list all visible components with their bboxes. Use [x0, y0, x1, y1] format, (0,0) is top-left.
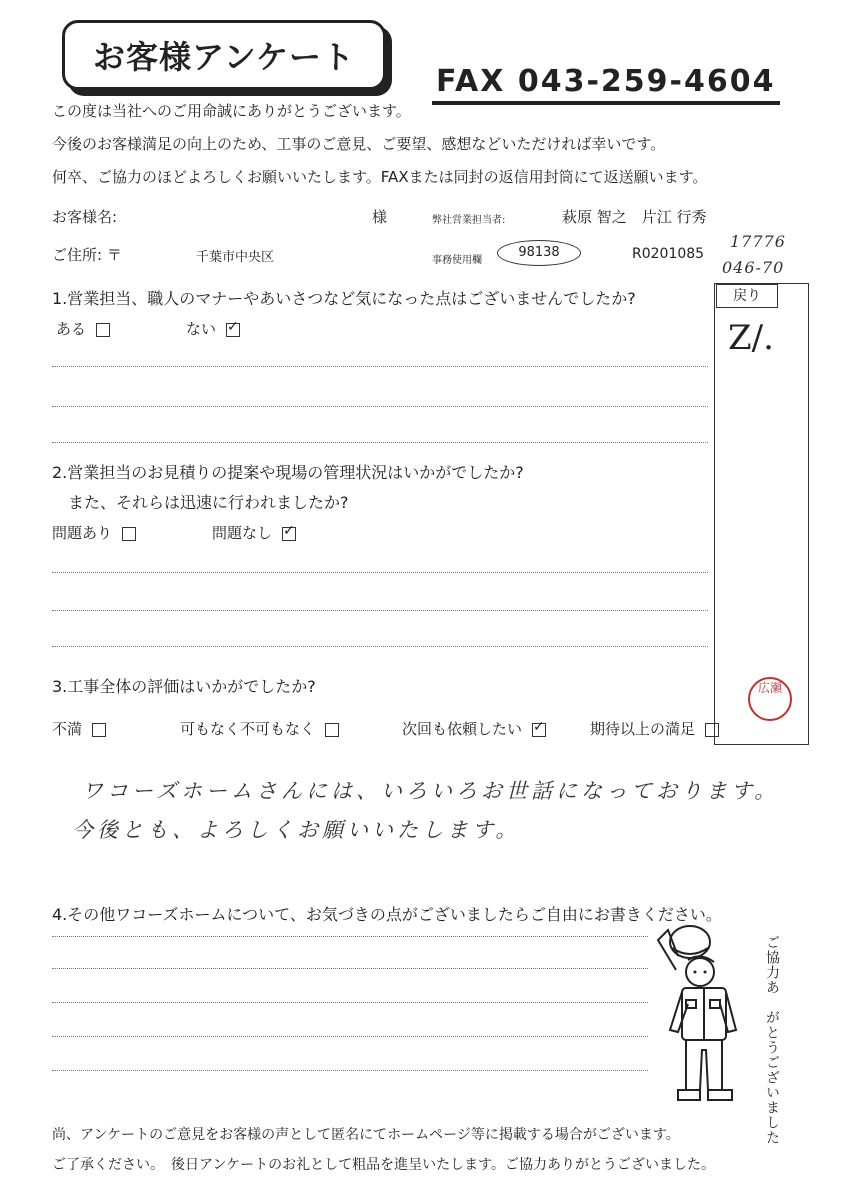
- q2-option-issue-label: 問題あり: [52, 524, 113, 542]
- q3-checkbox-3[interactable]: [532, 723, 546, 737]
- address-label: ご住所: 〒: [52, 246, 122, 264]
- customer-name-label: お客様名:: [52, 208, 118, 226]
- q1-answer-line-3: [52, 442, 708, 443]
- question-4: 4.その他ワコーズホームについて、お気づきの点がございましたらご自由にお書きください。: [52, 905, 722, 924]
- q1-answer-line-2: [52, 406, 708, 407]
- q2-answer-line-1: [52, 572, 708, 573]
- comment-line-2: 今後とも、よろしくお願いいたします。: [72, 818, 521, 842]
- handwritten-number-1: 17776: [730, 232, 786, 251]
- q1-option-no: [186, 318, 240, 339]
- office-use-label: 事務使用欄: [432, 255, 482, 266]
- record-number: R0201085: [632, 246, 705, 262]
- question-2-line-1: 2.営業担当のお見積りの提案や現場の管理状況はいかがでしたか?: [52, 463, 524, 482]
- comment-line-1: ワコーズホームさんには、いろいろお世話になっております。: [82, 779, 780, 803]
- q1-option-yes-label: ある: [56, 320, 87, 338]
- q2-option-no-issue: [212, 522, 296, 543]
- intro-line-1: この度は当社へのご用命誠にありがとうございます。: [52, 102, 411, 120]
- q1-answer-line-1: [52, 366, 708, 367]
- staff-names: 萩原 智之 片江 行秀: [562, 208, 707, 226]
- side-box-mark: Z/.: [728, 318, 774, 358]
- title-box: [62, 20, 386, 90]
- q1-checkbox-no[interactable]: [226, 323, 240, 337]
- q3-checkbox-4[interactable]: [705, 723, 719, 737]
- q3-option-4: [590, 718, 719, 739]
- form-title: お客様アンケート: [92, 38, 356, 76]
- q4-answer-line-1: [52, 936, 648, 937]
- q3-option-1-label: 不満: [52, 720, 83, 738]
- question-1: 1.営業担当、職人のマナーやあいさつなど気になった点はございませんでしたか?: [52, 289, 636, 308]
- q4-answer-line-4: [52, 1036, 648, 1037]
- q3-option-2-label: 可もなく不可もなく: [180, 720, 316, 738]
- q3-option-3-label: 次回も依頼したい: [402, 720, 523, 738]
- question-2-line-2: また、それらは迅速に行われましたか?: [68, 493, 349, 512]
- q4-answer-line-3: [52, 1002, 648, 1003]
- q2-answer-line-2: [52, 610, 708, 611]
- q2-option-no-issue-label: 問題なし: [212, 524, 273, 542]
- q3-option-3: [402, 718, 546, 739]
- side-box-header: 戻り: [716, 284, 778, 308]
- intro-line-3: 何卒、ご協力のほどよろしくお願いいたします。FAXまたは同封の返信用封筒にて返送願います。: [52, 168, 708, 186]
- q3-option-1: [52, 718, 106, 739]
- q3-option-4-label: 期待以上の満足: [590, 720, 696, 738]
- office-number: 98138: [497, 240, 581, 266]
- address-value: 千葉市中央区: [196, 250, 275, 265]
- bowing-worker-illustration: [648, 920, 748, 1110]
- question-3: 3.工事全体の評価はいかがでしたか?: [52, 677, 316, 696]
- handwritten-number-2: 046-70: [722, 258, 785, 277]
- sama-label: 様: [372, 208, 388, 226]
- q4-answer-line-5: [52, 1070, 648, 1071]
- q3-checkbox-2[interactable]: [325, 723, 339, 737]
- q2-option-issue: [52, 522, 136, 543]
- footer-line-2: ご了承ください。 後日アンケートのお礼として粗品を進呈いたします。ご協力ありがとうございました。: [52, 1157, 716, 1173]
- q4-answer-line-2: [52, 968, 648, 969]
- q1-option-yes: [56, 318, 110, 339]
- q2-checkbox-no-issue[interactable]: [282, 527, 296, 541]
- q1-option-no-label: ない: [186, 320, 217, 338]
- thanks-vertical-text: ご協力あ がとうございました: [764, 935, 780, 1145]
- staff-label: 弊社営業担当者:: [432, 215, 506, 226]
- seal-stamp: [748, 677, 792, 721]
- q3-checkbox-1[interactable]: [92, 723, 106, 737]
- q3-option-2: [180, 718, 339, 739]
- fax-number: FAX 043-259-4604: [432, 64, 780, 105]
- q2-checkbox-issue[interactable]: [122, 527, 136, 541]
- footer-line-1: 尚、アンケートのご意見をお客様の声として匿名にてホームページ等に掲載する場合がございます。: [52, 1127, 680, 1143]
- intro-line-2: 今後のお客様満足の向上のため、工事のご意見、ご要望、感想などいただければ幸いです。: [52, 135, 666, 153]
- q1-checkbox-yes[interactable]: [96, 323, 110, 337]
- seal-text: 広瀬: [757, 681, 782, 695]
- q2-answer-line-3: [52, 646, 708, 647]
